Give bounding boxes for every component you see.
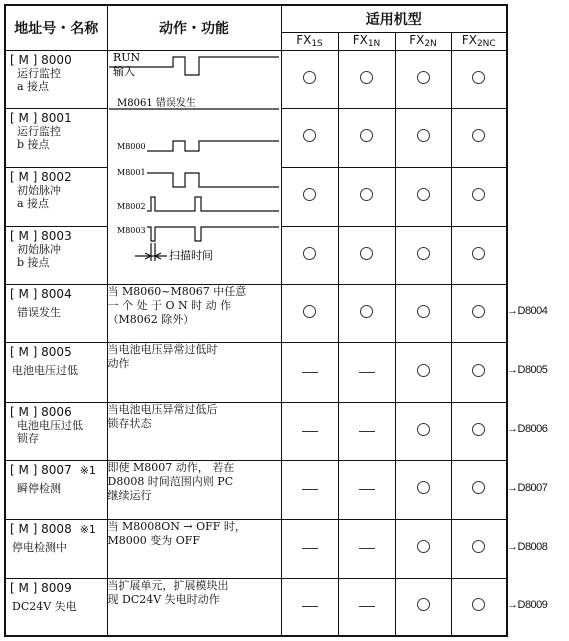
model-support-cell <box>451 578 507 636</box>
supported-circle-icon <box>360 247 373 260</box>
model-support-cell <box>395 402 451 460</box>
function-line: 当电池电压异常过低时 <box>107 342 218 356</box>
supported-circle-icon <box>472 423 485 436</box>
address-name-cell <box>5 50 107 108</box>
model-support-cell <box>451 460 507 519</box>
relay-address: [ M ] 8007 ※1 <box>10 462 96 477</box>
model-support-cell <box>395 519 451 578</box>
model-support-cell <box>451 50 507 108</box>
model-support-cell <box>451 342 507 402</box>
relay-name-line: 电池电压过低 <box>17 418 83 432</box>
supported-circle-icon <box>472 305 485 318</box>
header-model-fx1s: $FX_{1S}$ <box>281 32 338 50</box>
supported-circle-icon <box>360 71 373 84</box>
model-support-cell <box>338 402 395 460</box>
relay-name-line: 运行监控 <box>17 124 61 138</box>
relay-address: [ M ] 8004 <box>10 286 72 301</box>
address-name-cell <box>5 226 107 284</box>
supported-circle-icon <box>472 129 485 142</box>
m8003-waveform <box>147 227 279 241</box>
model-support-cell <box>281 578 338 636</box>
supported-circle-icon <box>417 188 430 201</box>
supported-circle-icon <box>472 364 485 377</box>
supported-circle-icon <box>472 540 485 553</box>
relay-name-line: a 接点 <box>17 196 50 210</box>
relay-address: [ M ] 8001 <box>10 110 72 125</box>
data-register-reference: →D8007 <box>507 481 548 494</box>
model-support-cell <box>338 167 395 226</box>
relay-address: [ M ] 8006 <box>10 404 72 419</box>
model-support-cell <box>281 342 338 402</box>
model-support-cell <box>281 226 338 284</box>
supported-circle-icon <box>303 247 316 260</box>
supported-circle-icon <box>303 188 316 201</box>
function-line: 当 M8060~M8067 中任意 <box>107 284 247 298</box>
model-support-cell <box>451 167 507 226</box>
relay-address: [ M ] 8000 <box>10 52 72 67</box>
model-support-cell <box>451 284 507 342</box>
function-line: M8000 变为 OFF <box>107 533 201 547</box>
relay-name-line: a 接点 <box>17 79 50 93</box>
address-name-cell <box>5 342 107 402</box>
function-description <box>107 342 281 402</box>
supported-circle-icon <box>417 71 430 84</box>
function-line: 当 M8008ON → OFF 时， <box>107 519 246 533</box>
run-label: RUN <box>113 51 141 64</box>
model-support-cell <box>281 50 338 108</box>
relay-address: [ M ] 8008 ※1 <box>10 521 96 536</box>
relay-address: [ M ] 8005 <box>10 344 72 359</box>
m8000-label: M8000 <box>117 142 146 151</box>
supported-circle-icon <box>360 305 373 318</box>
model-support-cell <box>281 460 338 519</box>
function-line: 即使 M8007 动作， 若在 <box>107 460 235 474</box>
model-support-cell <box>281 284 338 342</box>
data-register-reference: →D8008 <box>507 540 548 553</box>
relay-address: [ M ] 8003 <box>10 228 72 243</box>
header-action-function: 动作・功能 <box>107 5 281 50</box>
supported-circle-icon <box>472 188 485 201</box>
function-line: 一 个 处 于 O N 时 动 作 <box>107 298 232 312</box>
model-support-cell <box>281 108 338 167</box>
unsupported-dash-icon <box>302 606 318 607</box>
function-line: 当扩展单元，扩展模块出 <box>107 578 229 592</box>
model-support-cell <box>395 226 451 284</box>
table-row <box>5 460 507 519</box>
relay-name-line: DC24V 失电 <box>12 599 77 613</box>
model-support-cell <box>281 402 338 460</box>
function-line: 锁存状态 <box>107 416 152 430</box>
model-support-cell <box>395 342 451 402</box>
supported-circle-icon <box>472 71 485 84</box>
relay-name-line: 初始脉冲 <box>17 183 61 197</box>
relay-name-line: 电池电压过低 <box>12 363 78 377</box>
supported-circle-icon <box>417 364 430 377</box>
relay-name-line: 错误发生 <box>17 305 61 319</box>
address-name-cell <box>5 578 107 636</box>
header-model-fx2nc: $FX_{2NC}$ <box>451 32 507 50</box>
model-support-cell <box>451 402 507 460</box>
function-line: D8008 时间范围内则 PC <box>107 474 234 488</box>
m8001-label: M8001 <box>117 168 146 177</box>
function-line: 现 DC24V 失电时动作 <box>107 592 220 606</box>
function-description <box>107 460 281 519</box>
model-support-cell <box>338 342 395 402</box>
data-register-reference: →D8009 <box>507 599 548 611</box>
supported-circle-icon <box>472 481 485 494</box>
table-row <box>5 519 507 578</box>
table-row <box>5 342 507 402</box>
header-address-name: 地址号・名称 <box>5 5 107 50</box>
model-support-cell <box>338 284 395 342</box>
model-support-cell <box>395 50 451 108</box>
model-support-cell <box>395 108 451 167</box>
unsupported-dash-icon <box>302 489 318 490</box>
model-support-cell <box>395 167 451 226</box>
supported-circle-icon <box>360 129 373 142</box>
header-model-fx1n: $FX_{1N}$ <box>338 32 395 50</box>
cross-reference-column <box>507 0 569 641</box>
supported-circle-icon <box>360 188 373 201</box>
model-support-cell <box>338 50 395 108</box>
relay-address: [ M ] 8002 <box>10 169 72 184</box>
unsupported-dash-icon <box>359 548 375 549</box>
model-support-cell <box>395 284 451 342</box>
function-description <box>107 519 281 578</box>
data-register-reference: →D8004 <box>507 305 548 317</box>
model-support-cell <box>338 460 395 519</box>
data-register-reference: →D8006 <box>507 423 548 435</box>
function-line: 当电池电压异常过低后 <box>107 402 218 416</box>
address-name-cell <box>5 402 107 460</box>
model-support-cell <box>395 578 451 636</box>
m8002-label: M8002 <box>117 202 146 211</box>
relay-name-line: b 接点 <box>17 137 50 151</box>
address-name-cell <box>5 519 107 578</box>
model-support-cell <box>338 226 395 284</box>
function-description <box>107 402 281 460</box>
m8000-waveform <box>147 141 279 151</box>
m8001-waveform <box>147 173 279 187</box>
model-support-cell <box>338 578 395 636</box>
relay-name-line: b 接点 <box>17 255 50 269</box>
model-support-cell <box>338 108 395 167</box>
unsupported-dash-icon <box>359 489 375 490</box>
unsupported-dash-icon <box>302 431 318 432</box>
function-line: 继续运行 <box>107 488 152 502</box>
timing-diagram <box>109 47 279 277</box>
supported-circle-icon <box>417 423 430 436</box>
model-support-cell <box>281 167 338 226</box>
supported-circle-icon <box>303 129 316 142</box>
note-mark: ※1 <box>79 522 96 536</box>
note-mark: ※1 <box>79 463 96 477</box>
model-support-cell <box>451 108 507 167</box>
model-support-cell <box>451 519 507 578</box>
supported-circle-icon <box>472 598 485 611</box>
unsupported-dash-icon <box>302 372 318 373</box>
supported-circle-icon <box>417 481 430 494</box>
address-name-cell <box>5 460 107 519</box>
scan-time-label: 扫描时间 <box>169 249 213 262</box>
model-support-cell <box>395 460 451 519</box>
m8061-label: M8061 错误发生 <box>117 98 196 109</box>
relay-name-line: 锁存 <box>17 431 39 445</box>
relay-name-line: 停电检测中 <box>12 540 67 554</box>
model-support-cell <box>338 519 395 578</box>
supported-circle-icon <box>303 305 316 318</box>
model-support-cell <box>281 519 338 578</box>
supported-circle-icon <box>472 247 485 260</box>
address-name-cell <box>5 108 107 167</box>
relay-name-line: 初始脉冲 <box>17 242 61 256</box>
m8003-label: M8003 <box>117 226 146 235</box>
unsupported-dash-icon <box>359 372 375 373</box>
table-row <box>5 402 507 460</box>
data-register-reference: →D8005 <box>507 364 548 376</box>
supported-circle-icon <box>417 129 430 142</box>
table-row <box>5 578 507 636</box>
table-row <box>5 284 507 342</box>
header-model-fx2n: $FX_{2N}$ <box>395 32 451 50</box>
unsupported-dash-icon <box>302 548 318 549</box>
address-name-cell <box>5 167 107 226</box>
supported-circle-icon <box>417 540 430 553</box>
function-line: （M8062 除外） <box>107 312 195 326</box>
supported-circle-icon <box>417 305 430 318</box>
relay-address: [ M ] 8009 <box>10 580 72 595</box>
relay-name-line: 瞬停检测 <box>17 481 61 495</box>
function-description <box>107 284 281 342</box>
supported-circle-icon <box>417 598 430 611</box>
address-name-cell <box>5 284 107 342</box>
function-line: 动作 <box>107 356 130 370</box>
supported-circle-icon <box>303 71 316 84</box>
m8002-waveform <box>147 197 279 211</box>
unsupported-dash-icon <box>359 606 375 607</box>
header-applicable-models: 适用机型 <box>281 5 507 32</box>
model-support-cell <box>451 226 507 284</box>
function-description <box>107 578 281 636</box>
unsupported-dash-icon <box>359 431 375 432</box>
relay-name-line: 运行监控 <box>17 66 61 80</box>
supported-circle-icon <box>417 247 430 260</box>
input-label: 输入 <box>113 65 135 78</box>
